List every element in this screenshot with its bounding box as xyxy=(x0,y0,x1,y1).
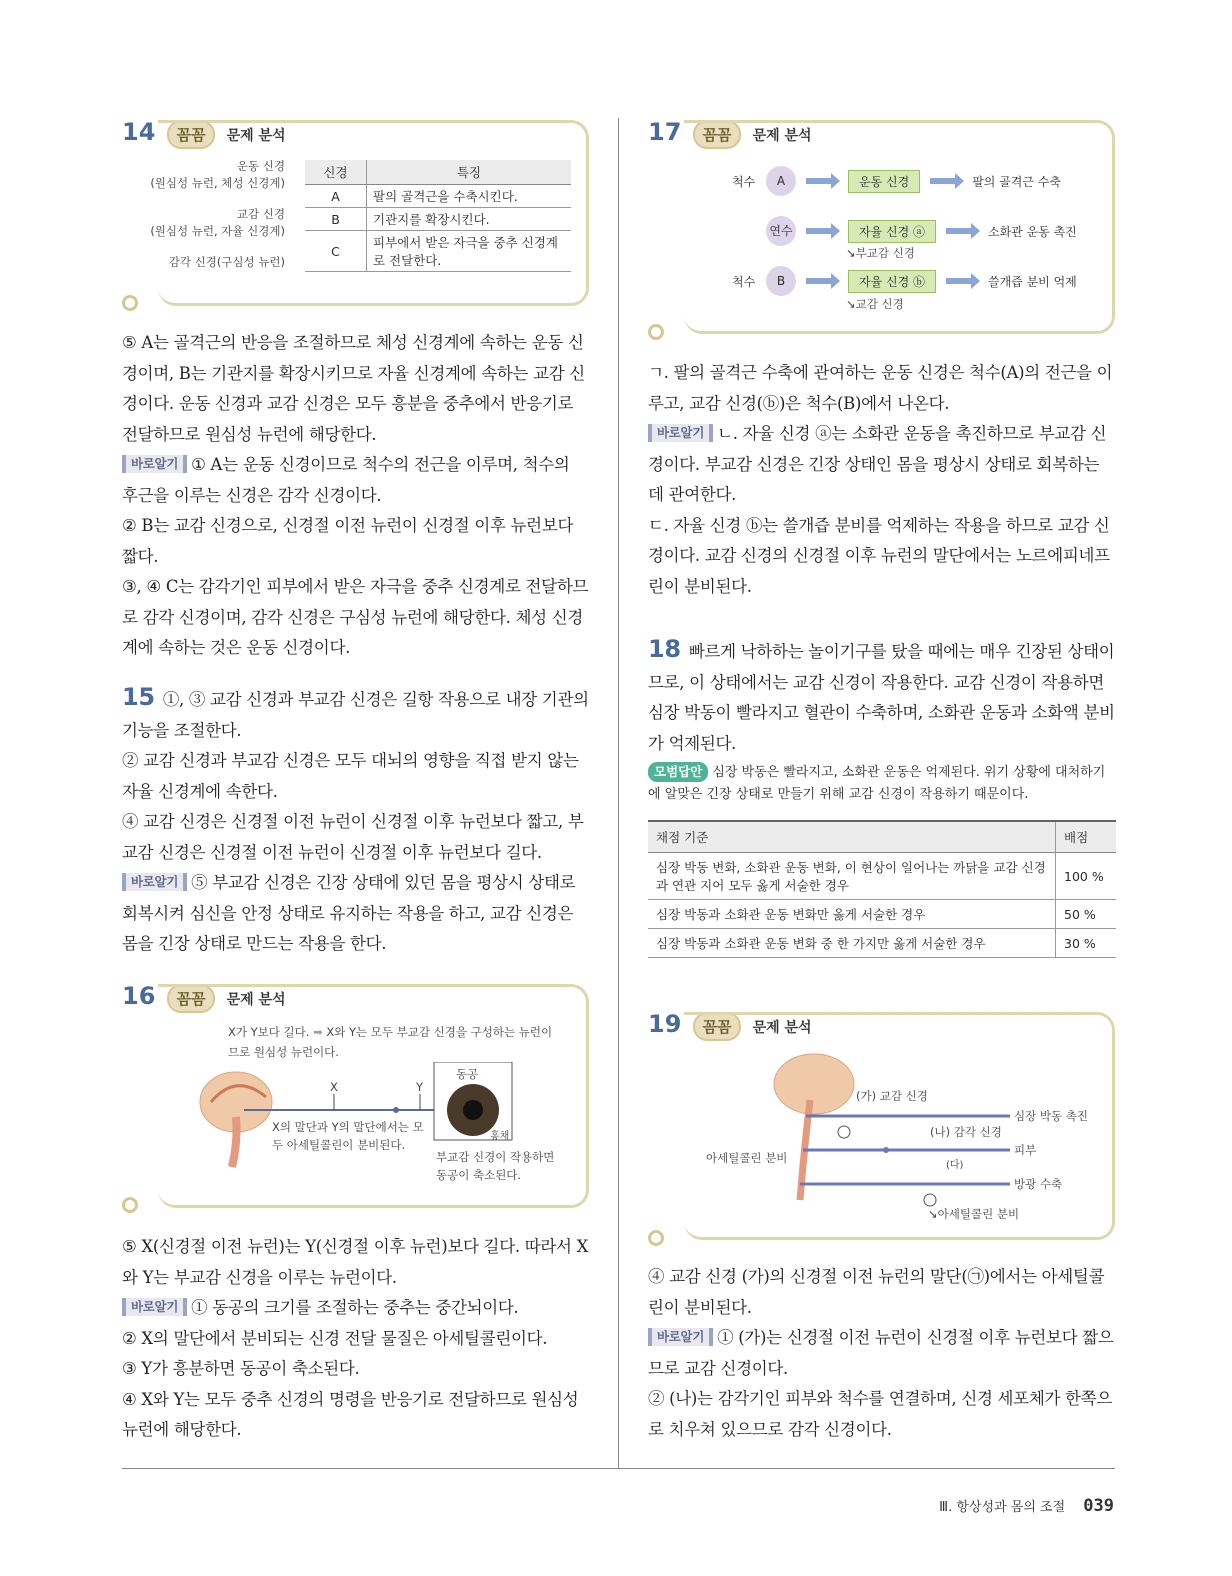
p15-first-text: ①, ③ 교감 신경과 부교감 신경은 길항 작용으로 내장 기관의 기능을 조절한다. xyxy=(122,690,589,740)
p18-grading-table xyxy=(648,820,1116,958)
p14-more-1: ② B는 교감 신경으로, 신경절 이전 뉴런이 신경절 이후 뉴런보다 짧다. xyxy=(122,516,574,566)
p17-number: 17 xyxy=(648,118,682,146)
label-sympathetic: 교감 신경 xyxy=(236,207,285,221)
table-header-row xyxy=(305,160,571,185)
p16-note2: X의 말단과 Y의 말단에서는 모두 아세틸콜린이 분비된다. xyxy=(272,1120,424,1152)
kkomkkom-badge: 꼼꼼 xyxy=(693,1012,742,1041)
correction-tag: 바로알기 xyxy=(122,1298,187,1316)
table-row xyxy=(648,900,1116,929)
cell-key: A xyxy=(305,185,367,208)
model-answer-tag: 모범답안 xyxy=(648,762,708,782)
effect-label: 팔의 골격근 수축 xyxy=(972,174,1061,189)
autonomic-a-box: 자율 신경 ⓐ xyxy=(848,220,936,243)
cell-value: 팔의 골격근을 수축시킨다. xyxy=(367,185,572,208)
arrow-right-icon xyxy=(946,278,972,284)
node-medulla: 연수 xyxy=(766,216,796,246)
p16-frame-dot xyxy=(122,1197,138,1213)
analysis-title: 문제 분석 xyxy=(752,1020,812,1036)
correction-tag: 바로알기 xyxy=(648,424,713,442)
p16-note1-a: X가 Y보다 길다. xyxy=(228,1025,310,1039)
label-iris: 홍채 xyxy=(490,1131,510,1142)
source-label: 척수 xyxy=(732,274,756,289)
p14-number: 14 xyxy=(122,118,156,146)
node-b: B xyxy=(766,266,796,296)
cell-score: 100 % xyxy=(1056,853,1117,900)
label-pupil: 동공 xyxy=(456,1067,479,1081)
table-header-row xyxy=(648,821,1116,853)
label-skin: 피부 xyxy=(1014,1143,1037,1157)
p18-explanation xyxy=(648,634,1116,759)
label-x: X xyxy=(330,1080,338,1094)
label-motor: 운동 신경 xyxy=(236,159,285,173)
p16-more-3: ④ X와 Y는 모두 중추 신경의 명령을 반응기로 전달하므로 원심성 뉴런에 해당한다. xyxy=(122,1389,579,1439)
p19-correction xyxy=(648,1323,1116,1384)
arrow-right-icon xyxy=(806,278,832,284)
table-row xyxy=(648,853,1116,900)
p15-first xyxy=(122,682,590,746)
analysis-title: 문제 분석 xyxy=(226,128,286,144)
p19-text: ④ 교감 신경 (가)의 신경절 이전 뉴런의 말단(㉠)에서는 아세틸콜린이 분비된다. xyxy=(648,1267,1105,1317)
kkomkkom-badge: 꼼꼼 xyxy=(167,120,216,149)
label-motor-sub: (원심성 뉴런, 체성 신경계) xyxy=(150,176,285,190)
p16-more-2: ③ Y가 흥분하면 동공이 축소된다. xyxy=(122,1359,360,1378)
p19-frame-dot xyxy=(648,1230,664,1246)
p14-left-labels xyxy=(135,158,285,271)
p17-explanation xyxy=(648,358,1116,602)
sub-label-text: 교감 신경 xyxy=(855,297,904,311)
p18-text xyxy=(648,634,1116,759)
autonomic-b-box: 자율 신경 ⓑ xyxy=(848,270,936,293)
p14-explanation xyxy=(122,328,590,664)
label-ach-bottom: ↘아세틸콜린 분비 xyxy=(928,1207,1020,1221)
source-label: 척수 xyxy=(732,174,756,189)
effect-label: 쓸개즙 분비 억제 xyxy=(988,274,1077,289)
label-sensory: 감각 신경(구심성 뉴런) xyxy=(168,255,285,269)
table-row xyxy=(305,231,571,272)
p14-text: ⑤ A는 골격근의 반응을 조절하므로 체성 신경계에 속하는 운동 신경이며, B는 기관지를 확장시키므로 자율 신경계에 속하는 교감 신경이다. 운동 신경과 교감 신경은 모두 흥분을 중추에서 반응기로 전달하므로 원심성 뉴런에 해당한다. xyxy=(122,333,585,444)
p14-table xyxy=(305,160,571,272)
correction-tag: 바로알기 xyxy=(122,455,187,473)
brain-illustration xyxy=(774,1054,854,1114)
sub-label-text: 부교감 신경 xyxy=(855,246,915,260)
col-criteria: 채점 기준 xyxy=(648,821,1056,853)
p16-more-1: ② X의 말단에서 분비되는 신경 전달 물질은 아세틸콜린이다. xyxy=(122,1328,548,1348)
footer xyxy=(939,1496,1114,1516)
label-da: (다) xyxy=(946,1160,964,1171)
ach-bottom-text: 아세틸콜린 분비 xyxy=(937,1207,1020,1221)
cell-key: B xyxy=(305,208,367,231)
p15-more-1: ② 교감 신경과 부교감 신경은 모두 대뇌의 영향을 직접 받지 않는 자율 신경계에 속한다. xyxy=(122,751,579,801)
model-answer-text: 심장 박동은 빨라지고, 소화관 운동은 억제된다. 위기 상황에 대처하기에 알맞은 긴장 상태로 만들기 위해 교감 신경이 작용하기 때문이다. xyxy=(648,765,1106,802)
label-na: (나) 감각 신경 xyxy=(930,1125,1002,1139)
p16-correction-text: ① 동공의 크기를 조절하는 중추는 중간뇌이다. xyxy=(191,1298,519,1317)
col-feature: 특징 xyxy=(367,160,572,185)
cell-value: 피부에서 받은 자극을 중추 신경계로 전달한다. xyxy=(367,231,572,272)
label-heart: 심장 박동 촉진 xyxy=(1014,1109,1088,1123)
p18-body: 빠르게 낙하하는 놀이기구를 탔을 때에는 매우 긴장된 상태이므로, 이 상태에서는 교감 신경이 작용한다. 교감 신경이 작용하면 심장 박동이 빨라지고 혈관이 수축하며, 소화관 운동과 소화액 분비가 억제된다. xyxy=(648,642,1115,753)
p14-more-2: ③, ④ C는 감각기인 피부에서 받은 자극을 중추 신경계로 전달하므로 감각 신경이며, 감각 신경은 구심성 뉴런에 해당한다. 체성 신경계에 속하는 것은 운동 신경이다. xyxy=(122,577,589,657)
kkomkkom-badge: 꼼꼼 xyxy=(167,984,216,1013)
arrow-right-icon xyxy=(806,228,832,234)
p17-flow-row-2 xyxy=(732,216,1077,246)
sub-label-sympathetic: ↘교감 신경 xyxy=(846,297,904,311)
p19-correction-text: ① (가)는 신경절 이전 뉴런이 신경절 이후 뉴런보다 짧으므로 교감 신경이다. xyxy=(648,1328,1114,1378)
p19-more: ② (나)는 감각기인 피부와 척수를 연결하며, 신경 세포체가 한쪽으로 치우쳐 있으므로 감각 신경이다. xyxy=(648,1389,1112,1439)
p16-explanation xyxy=(122,1232,590,1446)
cell-criteria: 심장 박동 변화, 소화관 운동 변화, 이 현상이 일어나는 까닭을 교감 신경과 연관 지어 모두 옳게 서술한 경우 xyxy=(648,853,1056,900)
page-number: 039 xyxy=(1083,1496,1114,1516)
p17-frame-dot xyxy=(648,324,664,340)
p17-flow-row-1 xyxy=(732,166,1061,196)
p14-correction xyxy=(122,450,590,511)
p14-frame-dot xyxy=(122,295,138,311)
p14-correction-text: ① A는 운동 신경이므로 척수의 전근을 이루며, 척수의 후근을 이루는 신경은 감각 신경이다. xyxy=(122,455,570,505)
correction-tag: 바로알기 xyxy=(648,1328,713,1346)
label-ach-left: 아세틸콜린 분비 xyxy=(706,1151,788,1165)
chapter-title: Ⅲ. 항상성과 몸의 조절 xyxy=(939,1500,1066,1515)
p18-model-answer xyxy=(648,762,1116,806)
cell-key: C xyxy=(305,231,367,272)
table-row xyxy=(305,208,571,231)
p17-correction xyxy=(648,419,1116,511)
cell-criteria: 심장 박동과 소화관 운동 변화 중 한 가지만 옳게 서술한 경우 xyxy=(648,929,1056,958)
motor-nerve-box: 운동 신경 xyxy=(848,170,920,193)
p19-number: 19 xyxy=(648,1010,682,1038)
arrow-right-icon: ➡ xyxy=(313,1025,323,1039)
p16-correction xyxy=(122,1293,590,1324)
p15-more-2: ④ 교감 신경은 신경절 이전 뉴런이 신경절 이후 뉴런보다 짧고, 부교감 신경은 신경절 이전 뉴런이 신경절 이후 뉴런보다 길다. xyxy=(122,812,584,862)
label-sympathetic-sub: (원심성 뉴런, 자율 신경계) xyxy=(150,224,285,238)
analysis-title: 문제 분석 xyxy=(752,128,812,144)
p15-number: 15 xyxy=(122,683,155,711)
cell-value: 기관지를 확장시킨다. xyxy=(367,208,572,231)
table-row xyxy=(305,185,571,208)
label-bladder: 방광 수축 xyxy=(1014,1177,1063,1191)
p16-note1 xyxy=(228,1022,558,1062)
p17-text: ㄱ. 팔의 골격근 수축에 관여하는 운동 신경은 척수(A)의 전근을 이루고, 교감 신경(ⓑ)은 척수(B)에서 나온다. xyxy=(648,363,1113,413)
p17-flow-row-3 xyxy=(732,266,1077,296)
column-divider xyxy=(618,118,619,1468)
label-y: Y xyxy=(416,1080,424,1094)
footer-rule xyxy=(122,1468,1115,1469)
kkomkkom-badge: 꼼꼼 xyxy=(693,120,742,149)
table-row xyxy=(648,929,1116,958)
p17-correction-text: ㄴ. 자율 신경 ⓐ는 소화관 운동을 촉진하므로 부교감 신경이다. 부교감 신경은 긴장 상태인 몸을 평상시 상태로 회복하는 데 관여한다. xyxy=(648,424,1107,504)
col-nerve: 신경 xyxy=(305,160,367,185)
cell-criteria: 심장 박동과 소화관 운동 변화만 옳게 서술한 경우 xyxy=(648,900,1056,929)
correction-tag: 바로알기 xyxy=(122,873,187,891)
arrow-right-icon xyxy=(806,178,832,184)
label-ga: (가) 교감 신경 xyxy=(856,1089,928,1103)
p15-explanation xyxy=(122,682,590,960)
arrow-right-icon xyxy=(930,178,956,184)
cell-score: 30 % xyxy=(1056,929,1117,958)
col-score: 배점 xyxy=(1056,821,1117,853)
p15-correction-text: ⑤ 부교감 신경은 긴장 상태에 있던 몸을 평상시 상태로 회복시켜 심신을 안정 상태로 유지하는 작용을 하고, 교감 신경은 몸을 긴장 상태로 만드는 작용을 한다. xyxy=(122,873,576,953)
sub-label-parasympathetic: ↘부교감 신경 xyxy=(846,246,915,260)
analysis-title: 문제 분석 xyxy=(226,992,286,1008)
p16-note1-b: X와 Y는 모두 부교감 신경을 구성하는 뉴런이므로 원심성 뉴런이다. xyxy=(228,1025,553,1059)
node-a: A xyxy=(766,166,796,196)
p17-more: ㄷ. 자율 신경 ⓑ는 쓸개즙 분비를 억제하는 작용을 하므로 교감 신경이다. 교감 신경의 신경절 이후 뉴런의 말단에서는 노르에피네프린이 분비된다. xyxy=(648,515,1110,596)
arrow-right-icon xyxy=(946,228,972,234)
p16-note3: 부교감 신경이 작용하면 동공이 축소된다. xyxy=(436,1150,555,1182)
p16-text: ⑤ X(신경절 이전 뉴런)는 Y(신경절 이후 뉴런)보다 길다. 따라서 X와 Y는 부교감 신경을 이루는 뉴런이다. xyxy=(122,1237,589,1287)
p19-explanation xyxy=(648,1262,1116,1445)
cell-score: 50 % xyxy=(1056,900,1117,929)
p15-correction xyxy=(122,868,590,960)
p16-number: 16 xyxy=(122,982,156,1010)
effect-label: 소화관 운동 촉진 xyxy=(988,224,1077,239)
p18-number: 18 xyxy=(648,635,681,663)
